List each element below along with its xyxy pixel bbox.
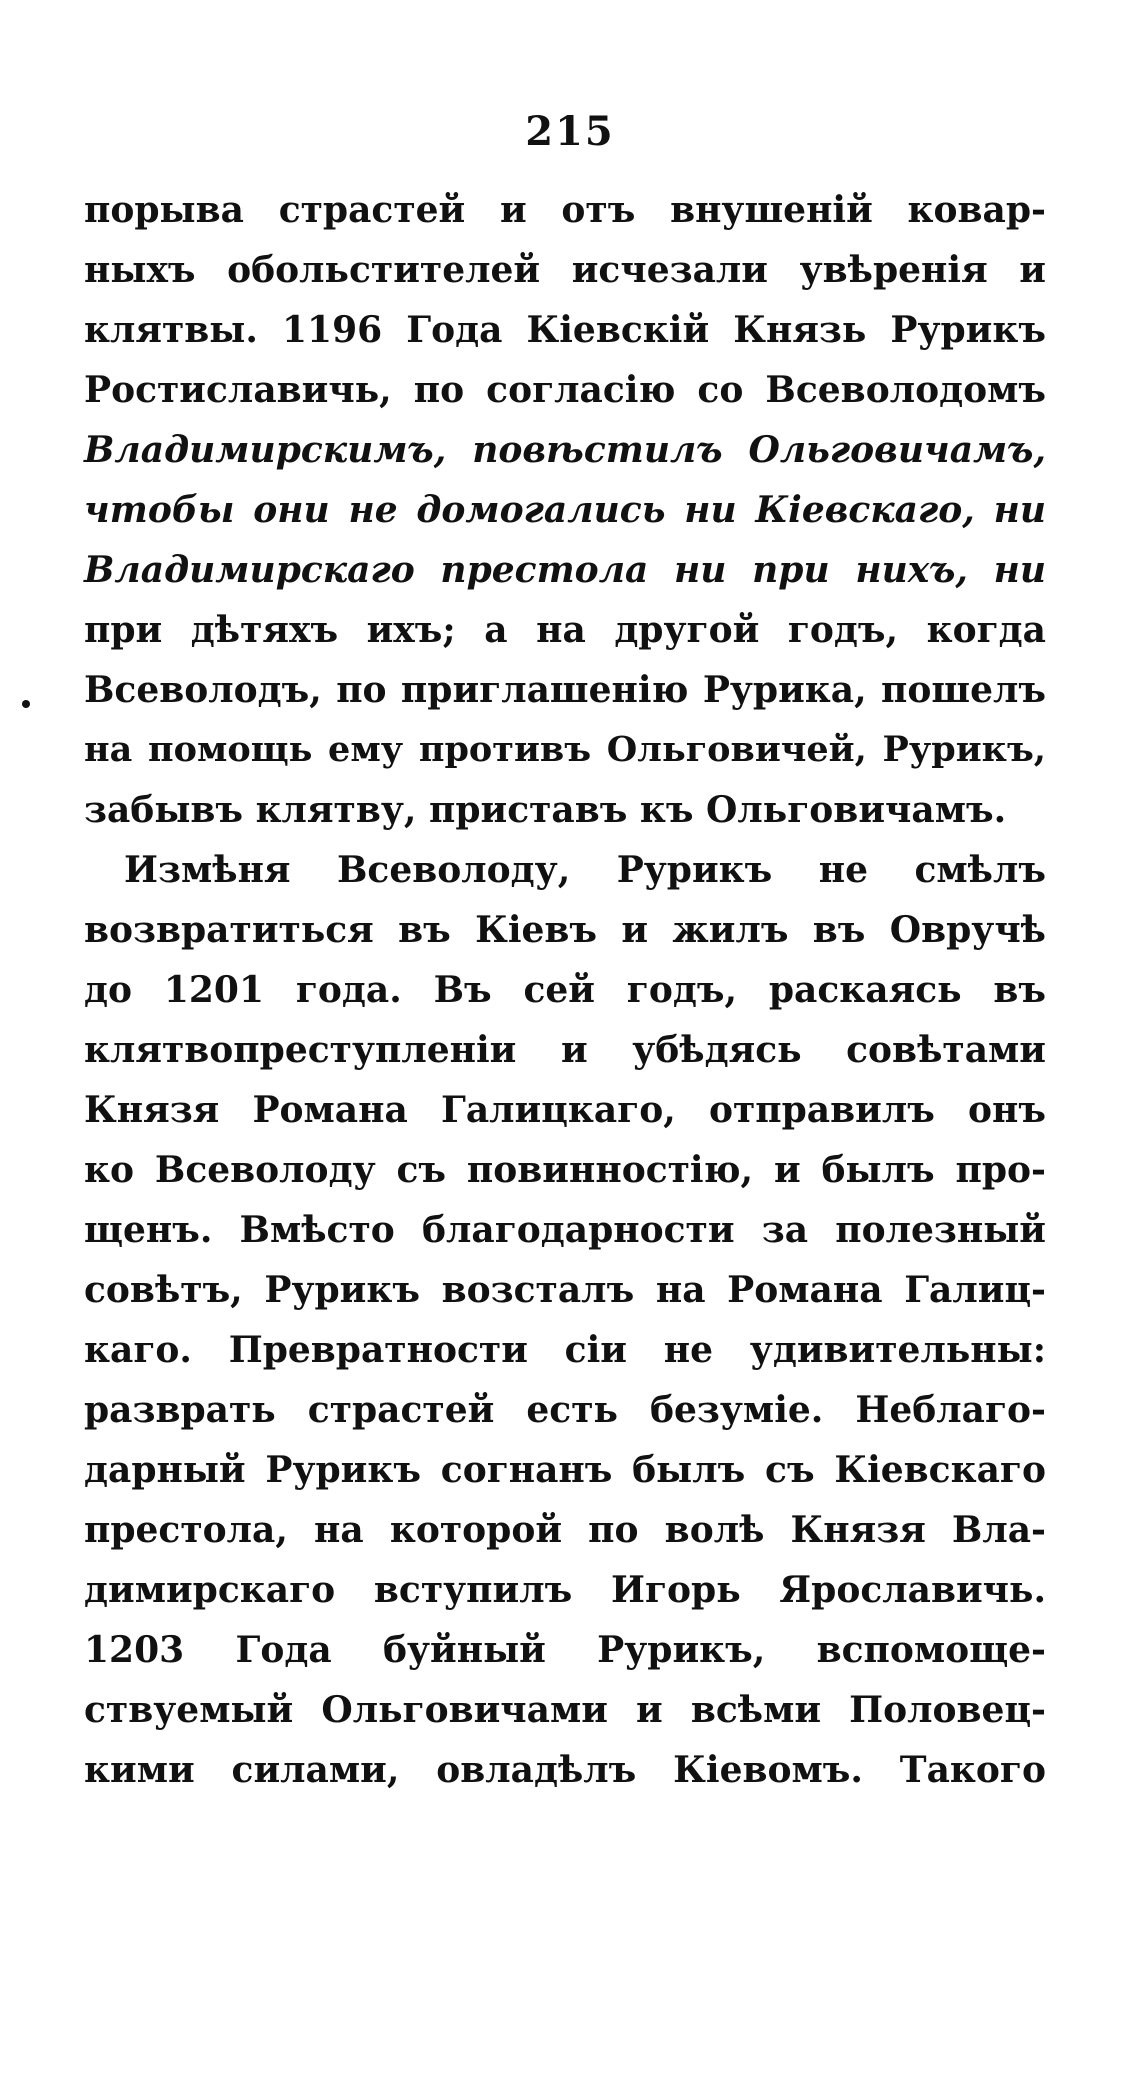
- body-text: [84, 180, 1046, 1800]
- text-line: кими силами, овладѣлъ Кіевомъ. Такого: [84, 1749, 1046, 1791]
- text-line: при дѣтяхъ ихъ; а на другой годъ, когда: [84, 609, 1046, 651]
- text-line: забывъ клятву, приставъ къ Ольговичамъ.: [84, 789, 1007, 831]
- text-line: 1203 Года буйный Рурикъ, вспомоще-: [84, 1629, 1046, 1671]
- text-line: щенъ. Вмѣсто благодарности за полезный: [84, 1209, 1046, 1251]
- text-line: Измѣня Всеволоду, Рурикъ не смѣлъ: [124, 849, 1046, 891]
- page-number: 215: [525, 108, 615, 155]
- text-line: порыва страстей и отъ внушеній ковар-: [84, 189, 1046, 231]
- text-line: клятвы. 1196 Года Кіевскій Князь Рурикъ: [84, 309, 1046, 351]
- text-line: на помощь ему противъ Ольговичей, Рурикъ,: [84, 729, 1046, 770]
- text-line: разврать страстей есть безуміе. Неблаго-: [84, 1389, 1046, 1431]
- text-line: Владимирскаго престола ни при нихъ, ни: [84, 549, 1046, 591]
- text-line: престола, на которой по волѣ Князя Вла-: [84, 1509, 1046, 1551]
- text-line: Всеволодъ, по приглашенію Рурика, пошелъ: [84, 669, 1046, 711]
- text-line: совѣтъ, Рурикъ возсталъ на Романа Галиц-: [84, 1269, 1046, 1311]
- text-line: ко Всеволоду съ повинностію, и былъ про-: [84, 1149, 1046, 1191]
- text-line: клятвопреступленіи и убѣдясь совѣтами: [84, 1029, 1046, 1071]
- text-line: Князя Романа Галицкаго, отправилъ онъ: [84, 1089, 1046, 1131]
- text-line: дарный Рурикъ согнанъ былъ съ Кіевскаго: [84, 1449, 1046, 1491]
- text-line: ствуемый Ольговичами и всѣми Половец-: [84, 1689, 1046, 1731]
- text-line: чтобы они не домогались ни Кіевскаго, ни: [84, 489, 1046, 531]
- text-line: до 1201 года. Въ сей годъ, раскаясь въ: [84, 969, 1046, 1011]
- text-line: каго. Превратности сіи не удивительны:: [84, 1329, 1046, 1371]
- text-line: Владимирскимъ, повѣстилъ Ольговичамъ,: [84, 429, 1046, 471]
- text-line: возвратиться въ Кіевъ и жилъ въ Овручѣ: [84, 909, 1046, 951]
- text-line: Ростиславичь, по согласію со Всеволодомъ: [84, 369, 1046, 411]
- text-line: димирскаго вступилъ Игорь Ярославичь.: [84, 1569, 1046, 1611]
- text-line: ныхъ обольстителей исчезали увѣренія и: [84, 249, 1046, 291]
- margin-ink-spot: [22, 700, 30, 708]
